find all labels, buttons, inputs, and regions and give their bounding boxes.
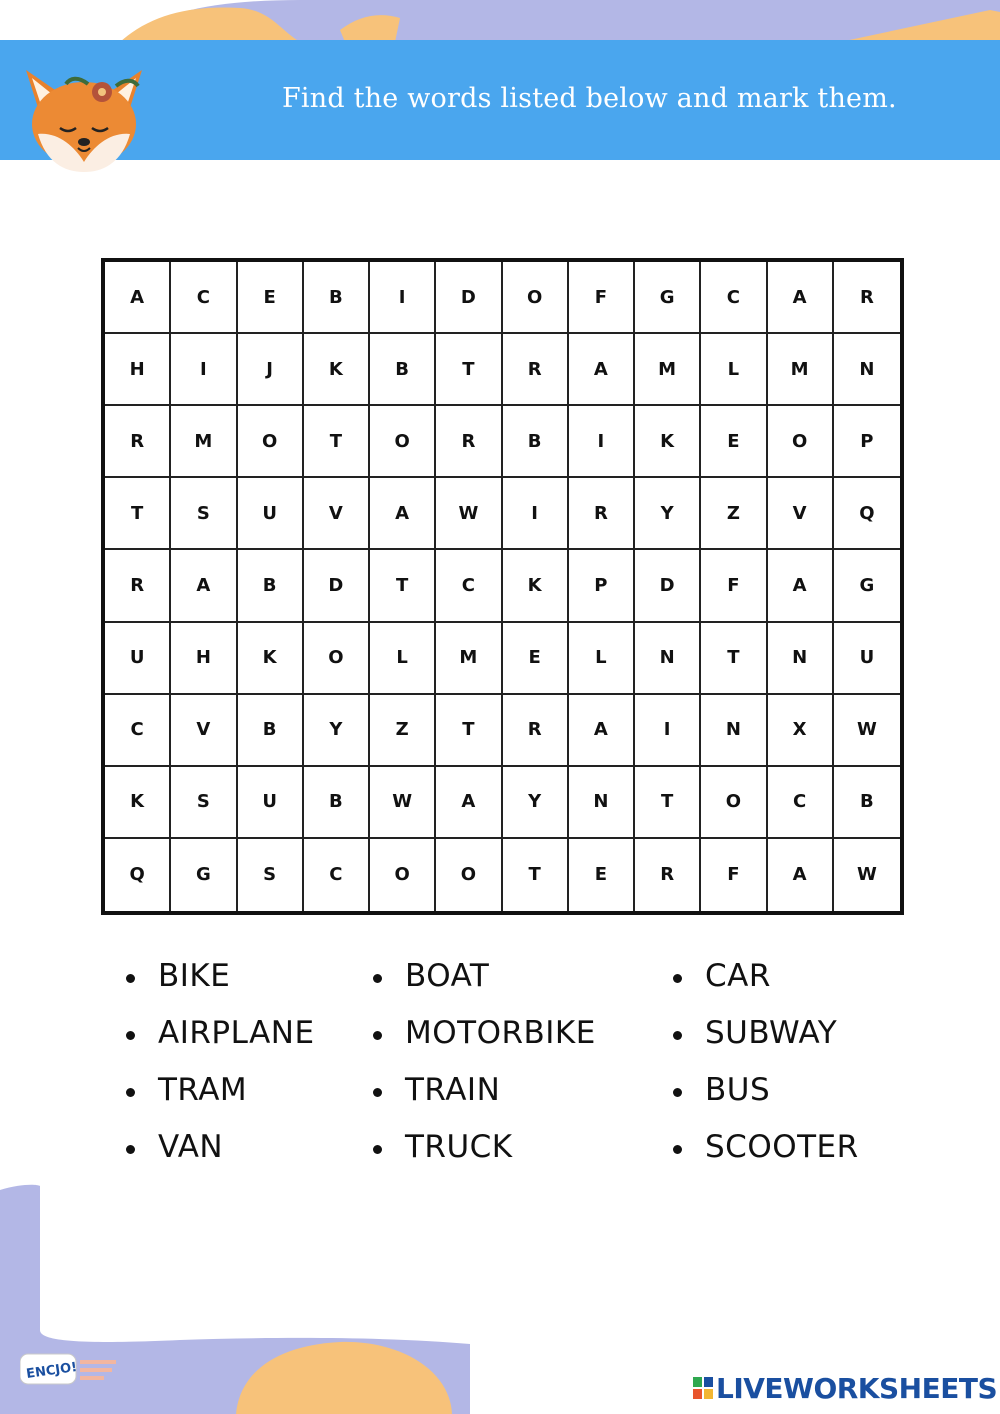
grid-cell[interactable]: M bbox=[768, 334, 834, 406]
grid-cell[interactable]: Y bbox=[635, 478, 701, 550]
grid-cell[interactable]: M bbox=[436, 623, 502, 695]
grid-cell[interactable]: C bbox=[304, 839, 370, 911]
grid-cell[interactable]: E bbox=[503, 623, 569, 695]
grid-cell[interactable]: U bbox=[238, 478, 304, 550]
grid-cell[interactable]: I bbox=[635, 695, 701, 767]
grid-cell[interactable]: S bbox=[171, 478, 237, 550]
grid-cell[interactable]: K bbox=[635, 406, 701, 478]
grid-cell[interactable]: R bbox=[503, 334, 569, 406]
word-list-item: TRUCK bbox=[405, 1129, 513, 1165]
grid-cell[interactable]: P bbox=[569, 550, 635, 622]
grid-cell[interactable]: D bbox=[635, 550, 701, 622]
grid-cell[interactable]: R bbox=[436, 406, 502, 478]
word-list-item: MOTORBIKE bbox=[405, 1015, 596, 1051]
grid-cell[interactable]: T bbox=[105, 478, 171, 550]
grid-cell[interactable]: W bbox=[856, 864, 877, 886]
grid-cell[interactable]: A bbox=[171, 550, 237, 622]
grid-cell[interactable]: S bbox=[238, 839, 304, 911]
grid-cell[interactable]: C bbox=[768, 767, 834, 839]
grid-cell[interactable]: K bbox=[105, 767, 171, 839]
grid-cell[interactable]: K bbox=[238, 623, 304, 695]
grid-cell[interactable]: G bbox=[834, 550, 900, 622]
grid-cell[interactable]: B bbox=[370, 334, 436, 406]
top-decoration bbox=[0, 0, 1000, 42]
grid-cell[interactable]: X bbox=[768, 695, 834, 767]
grid-cell[interactable]: R bbox=[503, 695, 569, 767]
grid-cell[interactable]: C bbox=[701, 262, 767, 334]
grid-cell[interactable]: O bbox=[768, 406, 834, 478]
grid-cell[interactable]: Q bbox=[105, 839, 171, 911]
grid-cell[interactable]: O bbox=[436, 839, 502, 911]
grid-cell[interactable]: J bbox=[238, 334, 304, 406]
grid-cell[interactable]: I bbox=[569, 406, 635, 478]
grid-cell[interactable]: K bbox=[503, 550, 569, 622]
grid-cell[interactable]: T bbox=[436, 334, 502, 406]
word-list-item: SUBWAY bbox=[705, 1015, 838, 1051]
brand-name: LIVEWORKSHEETS bbox=[716, 1372, 998, 1405]
grid-cell[interactable]: M bbox=[171, 406, 237, 478]
encjo-logo-icon bbox=[20, 1350, 120, 1390]
grid-cell[interactable]: R bbox=[105, 550, 171, 622]
grid-cell[interactable]: W bbox=[370, 767, 436, 839]
grid-cell[interactable]: A bbox=[105, 262, 171, 334]
word-list-item: SCOOTER bbox=[705, 1129, 859, 1165]
grid-cell[interactable]: L bbox=[701, 334, 767, 406]
grid-cell[interactable]: T bbox=[503, 839, 569, 911]
grid-cell[interactable]: W bbox=[436, 478, 502, 550]
grid-cell[interactable]: V bbox=[768, 478, 834, 550]
grid-cell[interactable]: E bbox=[701, 406, 767, 478]
grid-cell[interactable]: B bbox=[238, 550, 304, 622]
word-list-item: TRAIN bbox=[405, 1072, 501, 1108]
grid-cell[interactable]: F bbox=[569, 262, 635, 334]
grid-cell[interactable]: R bbox=[635, 839, 701, 911]
grid-cell[interactable]: M bbox=[635, 334, 701, 406]
grid-cell[interactable]: N bbox=[834, 334, 900, 406]
grid-cell[interactable]: A bbox=[768, 550, 834, 622]
grid-cell[interactable]: A bbox=[569, 334, 635, 406]
grid-cell[interactable]: T bbox=[304, 406, 370, 478]
grid-cell[interactable]: L bbox=[370, 623, 436, 695]
page-title: Find the words listed below and mark them. bbox=[282, 83, 897, 114]
grid-cell[interactable]: R bbox=[834, 262, 900, 334]
grid-cell[interactable]: B bbox=[834, 767, 900, 839]
grid-cell[interactable]: U bbox=[238, 767, 304, 839]
grid-cell[interactable]: W bbox=[834, 695, 900, 767]
grid-cell[interactable]: Z bbox=[370, 695, 436, 767]
grid-cell[interactable]: A bbox=[768, 839, 834, 911]
grid-cell[interactable]: C bbox=[171, 262, 237, 334]
grid-cell[interactable]: T bbox=[370, 550, 436, 622]
grid-cell[interactable]: A bbox=[370, 478, 436, 550]
word-list-item: BUS bbox=[705, 1072, 771, 1108]
liveworksheets-logo-icon bbox=[693, 1377, 713, 1399]
grid-cell[interactable]: I bbox=[171, 334, 237, 406]
grid-cell[interactable]: T bbox=[635, 767, 701, 839]
word-list-item: CAR bbox=[705, 958, 771, 994]
grid-cell[interactable]: R bbox=[569, 478, 635, 550]
grid-cell[interactable]: F bbox=[701, 550, 767, 622]
encjo-logo-text: ENCJO! bbox=[25, 1360, 79, 1382]
grid-cell[interactable]: O bbox=[304, 623, 370, 695]
grid-cell[interactable]: B bbox=[304, 767, 370, 839]
word-list-item: BIKE bbox=[158, 958, 231, 994]
grid-cell[interactable]: V bbox=[304, 478, 370, 550]
fox-mascot-icon bbox=[18, 62, 150, 174]
word-list-item: AIRPLANE bbox=[158, 1015, 315, 1051]
grid-cell[interactable]: A bbox=[768, 262, 834, 334]
word-search-grid bbox=[101, 258, 904, 915]
grid-cell[interactable]: I bbox=[503, 478, 569, 550]
grid-cell[interactable]: B bbox=[503, 406, 569, 478]
grid-cell[interactable]: Y bbox=[503, 767, 569, 839]
grid-cell[interactable]: O bbox=[701, 767, 767, 839]
grid-cell[interactable]: N bbox=[768, 623, 834, 695]
grid-cell[interactable]: N bbox=[635, 623, 701, 695]
grid-cell[interactable]: L bbox=[569, 623, 635, 695]
grid-cell[interactable]: N bbox=[701, 695, 767, 767]
grid-cell[interactable]: P bbox=[834, 406, 900, 478]
grid-cell[interactable]: T bbox=[701, 623, 767, 695]
grid-cell[interactable]: G bbox=[171, 839, 237, 911]
grid-cell[interactable]: O bbox=[503, 262, 569, 334]
grid-cell[interactable]: U bbox=[834, 623, 900, 695]
word-list bbox=[0, 958, 1000, 1188]
grid-cell[interactable]: N bbox=[569, 767, 635, 839]
grid-cell[interactable]: D bbox=[304, 550, 370, 622]
grid-cell[interactable]: D bbox=[436, 262, 502, 334]
grid-cell[interactable]: C bbox=[436, 550, 502, 622]
grid-cell[interactable]: T bbox=[436, 695, 502, 767]
grid-cell[interactable]: K bbox=[304, 334, 370, 406]
grid-cell[interactable]: A bbox=[569, 695, 635, 767]
grid-cell[interactable]: H bbox=[171, 623, 237, 695]
grid-cell[interactable]: F bbox=[701, 839, 767, 911]
grid-cell[interactable]: Y bbox=[304, 695, 370, 767]
grid-cell[interactable]: V bbox=[171, 695, 237, 767]
grid-cell[interactable]: O bbox=[370, 839, 436, 911]
grid-cell[interactable]: U bbox=[105, 623, 171, 695]
grid-cell[interactable]: Q bbox=[834, 478, 900, 550]
grid-cell[interactable]: E bbox=[569, 839, 635, 911]
grid-cell[interactable]: G bbox=[635, 262, 701, 334]
grid-cell[interactable]: O bbox=[370, 406, 436, 478]
grid-cell[interactable]: O bbox=[238, 406, 304, 478]
word-list-item: VAN bbox=[158, 1129, 224, 1165]
word-list-item: TRAM bbox=[158, 1072, 248, 1108]
grid-cell[interactable]: R bbox=[105, 406, 171, 478]
grid-cell[interactable]: S bbox=[171, 767, 237, 839]
grid-cell[interactable]: B bbox=[238, 695, 304, 767]
grid-cell[interactable]: H bbox=[105, 334, 171, 406]
grid-cell[interactable]: B bbox=[304, 262, 370, 334]
grid-cell[interactable]: Z bbox=[701, 478, 767, 550]
word-list-item: BOAT bbox=[405, 958, 490, 994]
grid-cell[interactable]: C bbox=[105, 695, 171, 767]
grid-cell[interactable]: E bbox=[238, 262, 304, 334]
grid-cell[interactable]: A bbox=[436, 767, 502, 839]
grid-cell[interactable]: I bbox=[370, 262, 436, 334]
